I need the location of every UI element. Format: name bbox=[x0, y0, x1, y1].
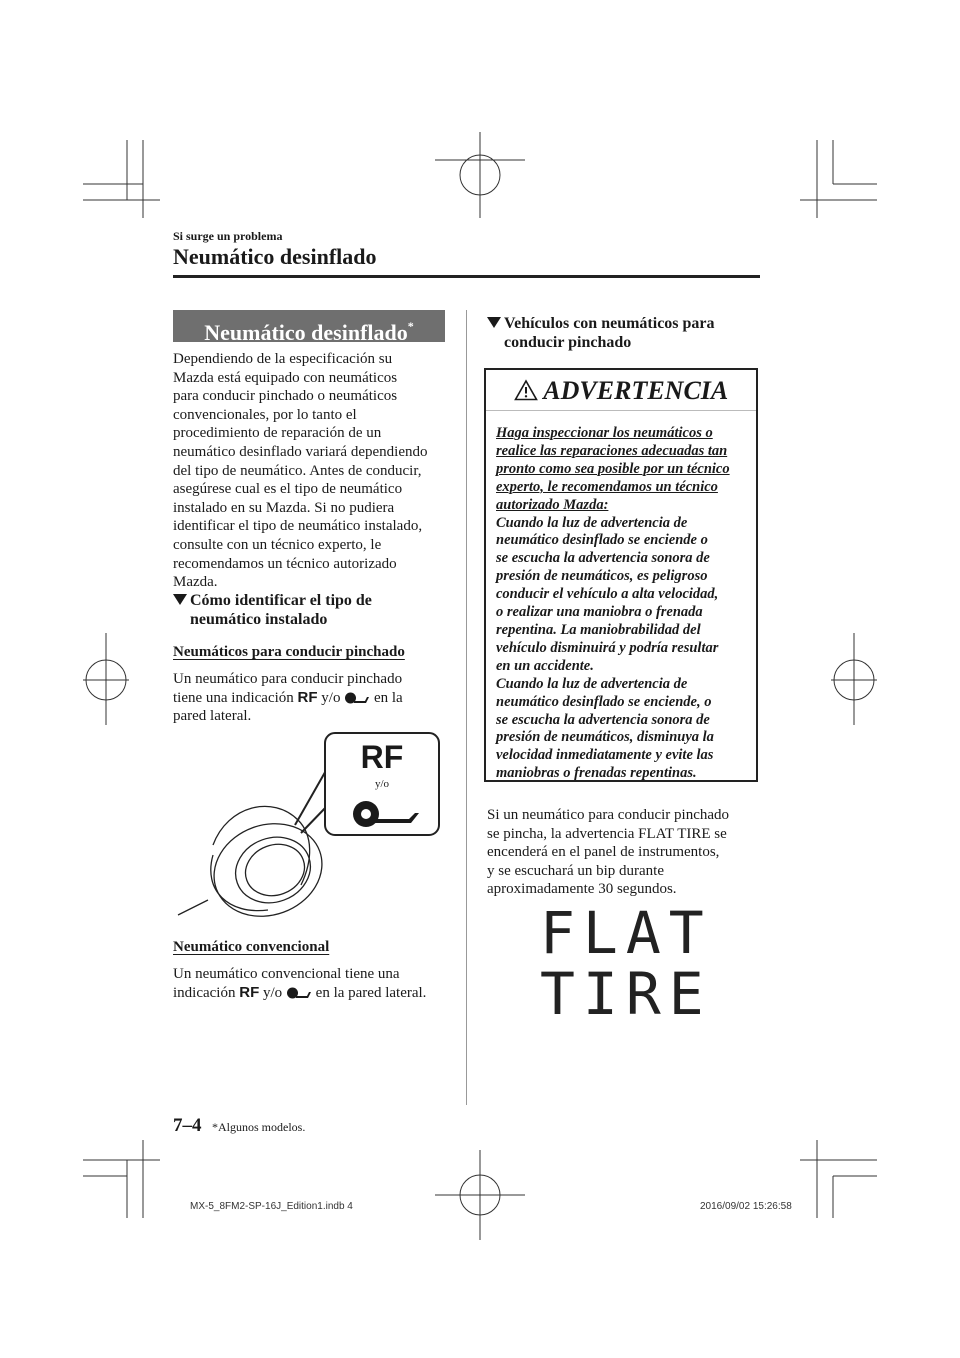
conventional-heading: Neumático convencional bbox=[173, 939, 330, 955]
warning-line: maniobras o frenadas repentinas. bbox=[496, 765, 697, 782]
warning-line: presión de neumáticos, es peligroso bbox=[496, 568, 708, 585]
runflat-symbol-icon bbox=[286, 986, 312, 1000]
intro-paragraph bbox=[173, 350, 463, 592]
intro-line: instalado en su Mazda. Si no pudiera bbox=[173, 499, 395, 516]
models-asterisk: * bbox=[407, 319, 414, 333]
flat-tire-text-line2: TIRE bbox=[540, 960, 712, 1028]
intro-line: recomendamos un técnico autorizado bbox=[173, 555, 397, 572]
warning-underlined-line: Haga inspeccionar los neumáticos o bbox=[496, 425, 713, 441]
section-banner-title: Neumático desinflado bbox=[204, 320, 408, 345]
runflat-line-text: y/o bbox=[321, 689, 341, 706]
warning-body bbox=[486, 411, 756, 783]
warning-line: repentina. La maniobrabilidad del bbox=[496, 621, 701, 638]
warning-line: neumático desinflado se enciende o bbox=[496, 532, 708, 549]
footnote: *Algunos modelos. bbox=[212, 1120, 306, 1134]
runflat-line: Un neumático para conducir pinchado bbox=[173, 671, 403, 687]
conventional-line-text: y/o bbox=[262, 984, 283, 1001]
intro-line: identificar el tipo de neumático instalado, bbox=[173, 518, 423, 535]
warning-line: se escucha la advertencia sonora de bbox=[496, 711, 710, 728]
warning-title: ADVERTENCIA bbox=[543, 376, 729, 405]
flat-tire-line: se pincha, la advertencia FLAT TIRE se bbox=[487, 825, 727, 842]
title-rule bbox=[173, 275, 760, 278]
warning-line: Cuando la luz de advertencia de bbox=[496, 675, 688, 692]
warning-line: en un accidente. bbox=[496, 657, 594, 674]
triangle-bullet-icon bbox=[487, 317, 501, 328]
warning-line: conducir el vehículo a alta velocidad, bbox=[496, 586, 719, 603]
triangle-bullet-icon bbox=[173, 594, 187, 605]
warning-line: vehículo disminuirá y podría resultar bbox=[496, 639, 719, 656]
warning-box bbox=[484, 368, 758, 782]
conventional-paragraph bbox=[173, 965, 463, 1002]
conventional-line-text: en la pared lateral. bbox=[315, 984, 427, 1001]
figure-rf-label: RF bbox=[360, 739, 404, 775]
warning-triangle-icon bbox=[514, 379, 538, 401]
intro-line: Dependiendo de la especificación su bbox=[173, 351, 393, 367]
runflat-vehicles-heading-line1: Vehículos con neumáticos para bbox=[504, 315, 715, 332]
column-divider bbox=[466, 310, 467, 1105]
runflat-tire-illustration bbox=[173, 725, 443, 920]
intro-line: para conducir pinchado o neumáticos bbox=[173, 388, 398, 405]
identify-heading-line2: neumático instalado bbox=[190, 611, 328, 628]
section-banner bbox=[173, 310, 445, 345]
flat-tire-line: encenderá en el panel de instrumentos, bbox=[487, 844, 720, 861]
runflat-vehicles-heading-line2: conducir pinchado bbox=[504, 334, 632, 351]
conventional-line: Un neumático convencional tiene una bbox=[173, 966, 400, 982]
intro-line: del tipo de neumático. Antes de conducir, bbox=[173, 462, 422, 479]
runflat-vehicles-heading bbox=[487, 314, 715, 352]
flat-tire-line: aproximadamente 30 segundos. bbox=[487, 881, 677, 898]
runflat-line: pared lateral. bbox=[173, 708, 252, 725]
identify-heading bbox=[173, 591, 372, 629]
warning-line: presión de neumáticos, disminuya la bbox=[496, 729, 714, 746]
runflat-line bbox=[173, 689, 463, 708]
figure-or-label: y/o bbox=[374, 778, 390, 790]
runflat-line-text: tiene una indicación bbox=[173, 689, 294, 706]
flat-tire-line: Si un neumático para conducir pinchado bbox=[487, 807, 730, 823]
intro-line: convencionales, por lo tanto el bbox=[173, 406, 357, 423]
warning-underlined-line: pronto como sea posible por un técnico bbox=[496, 460, 730, 477]
identify-heading-line1: Cómo identificar el tipo de bbox=[190, 592, 372, 609]
warning-underlined-line: autorizado Mazda: bbox=[496, 496, 609, 513]
intro-line: Mazda está equipado con neumáticos bbox=[173, 369, 398, 386]
rf-mark-icon: RF bbox=[297, 688, 318, 706]
intro-line: neumático desinflado variará dependiendo bbox=[173, 443, 428, 460]
print-file-name: MX-5_8FM2-SP-16J_Edition1.indb 4 bbox=[190, 1201, 353, 1212]
print-date: 2016/09/02 15:26:58 bbox=[700, 1201, 792, 1212]
intro-line: procedimiento de reparación de un bbox=[173, 425, 382, 442]
flat-tire-display bbox=[540, 899, 712, 1028]
page-title: Neumático desinflado bbox=[173, 244, 377, 269]
rf-mark-icon: RF bbox=[239, 983, 260, 1001]
flat-tire-line: y se escuchará un bip durante bbox=[487, 862, 665, 879]
warning-line: se escucha la advertencia sonora de bbox=[496, 550, 710, 567]
flat-tire-paragraph bbox=[487, 806, 762, 899]
runflat-symbol-icon bbox=[344, 691, 370, 705]
intro-line: Mazda. bbox=[173, 574, 218, 591]
intro-line: asegúrese cual es el tipo de neumático bbox=[173, 481, 403, 498]
intro-line: consulte con un técnico experto, le bbox=[173, 536, 382, 553]
warning-underlined-line: realice las reparaciones adecuadas tan bbox=[496, 442, 728, 459]
breadcrumb: Si surge un problema bbox=[173, 229, 283, 243]
warning-underlined-line: experto, le recomendamos un técnico bbox=[496, 478, 718, 495]
conventional-line-text: indicación bbox=[173, 984, 236, 1001]
warning-line: neumático desinflado se enciende, o bbox=[496, 693, 712, 710]
warning-line: velocidad inmediatamente y evite las bbox=[496, 747, 714, 764]
runflat-line-text: en la bbox=[373, 689, 403, 706]
warning-line: Cuando la luz de advertencia de bbox=[496, 514, 688, 531]
page-number: 7–4 bbox=[173, 1115, 202, 1136]
warning-header bbox=[486, 370, 756, 411]
warning-line: o realizar una maniobra o frenada bbox=[496, 604, 703, 621]
runflat-heading: Neumáticos para conducir pinchado bbox=[173, 644, 405, 660]
runflat-paragraph bbox=[173, 670, 463, 726]
conventional-line bbox=[173, 984, 463, 1003]
flat-tire-text-line1: FLAT bbox=[540, 899, 712, 967]
